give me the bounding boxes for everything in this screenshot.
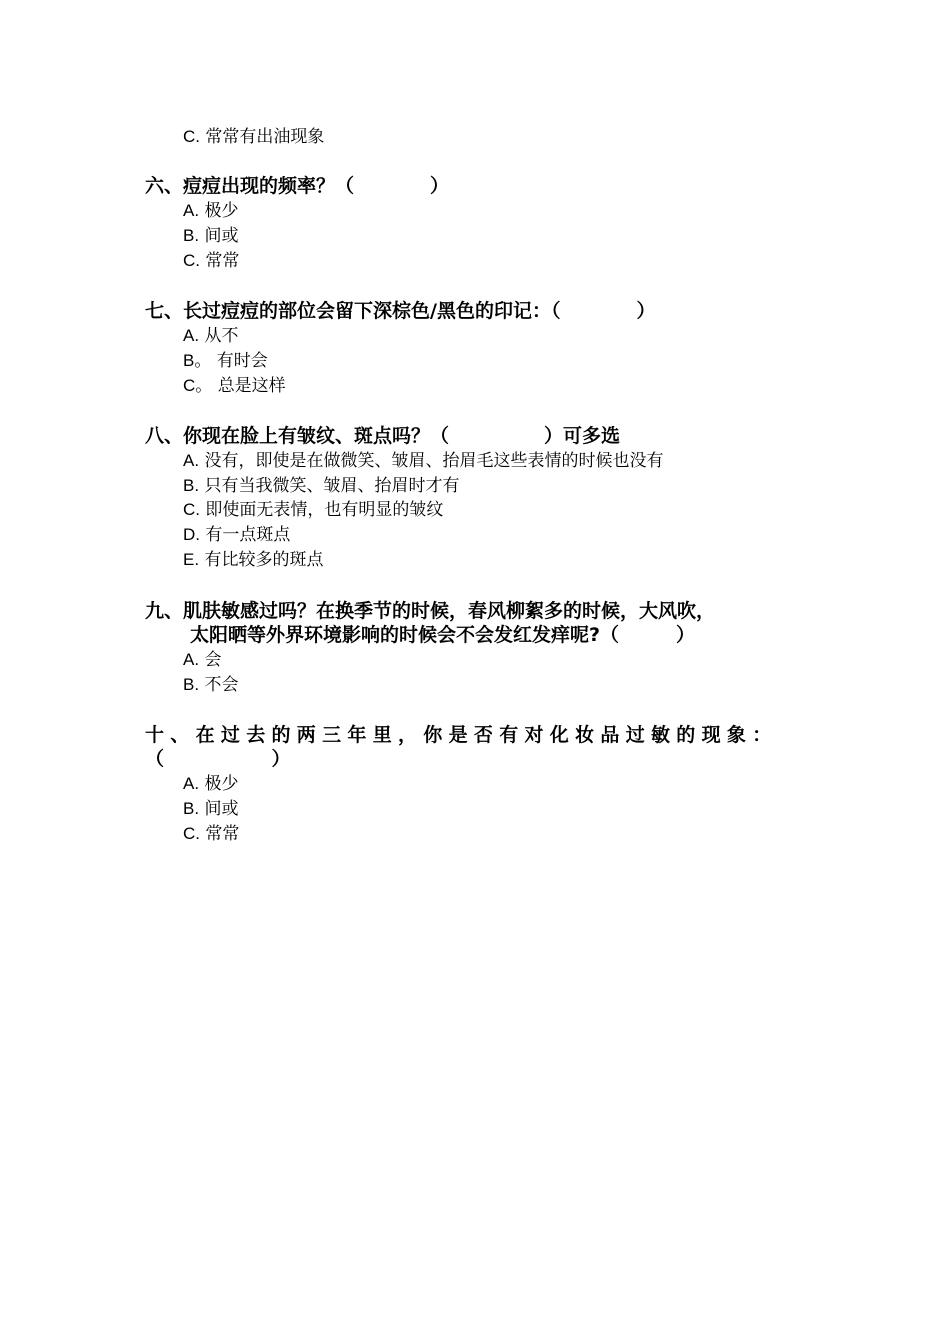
question-10-title: 十、在过去的两三年里，你是否有对化妆品过敏的现象：（ ） — [145, 724, 778, 770]
question-9-title — [145, 599, 715, 647]
question-8-title: 八、你现在脸上有皱纹、斑点吗？（ ）可多选 — [145, 425, 621, 447]
q7-option-a — [183, 325, 238, 347]
option-letter: B. — [183, 226, 200, 245]
option-letter: B. — [183, 799, 200, 818]
option-letter: A. — [183, 326, 200, 345]
q5-option-c — [183, 126, 324, 148]
q10-option-c — [183, 823, 239, 845]
option-text: 没有，即使是在做微笑、皱眉、抬眉毛这些表情的时候也没有 — [204, 451, 664, 471]
question-9-line-2: 太阳晒等外界环境影响的时候会不会发红发痒呢?（ ） — [190, 624, 696, 646]
option-text: 会 — [204, 650, 222, 670]
q8-option-e — [183, 549, 323, 571]
option-letter: A. — [183, 201, 200, 220]
option-text: 只有当我微笑、皱眉、抬眉时才有 — [204, 476, 460, 496]
q10-option-a — [183, 773, 238, 795]
option-text: 总是这样 — [217, 376, 286, 396]
option-letter: B。 — [183, 351, 212, 370]
q7-option-c — [183, 375, 286, 397]
option-text: 有比较多的斑点 — [204, 550, 324, 570]
q9-option-b — [183, 674, 238, 696]
option-text: 极少 — [204, 774, 239, 794]
option-text: 极少 — [204, 201, 239, 221]
option-letter: A. — [183, 774, 200, 793]
option-letter: B. — [183, 476, 200, 495]
option-text: 常常 — [205, 251, 240, 271]
option-letter: C。 — [183, 376, 213, 395]
option-letter: A. — [183, 451, 200, 470]
option-text: 有时会 — [216, 351, 268, 371]
q9-option-a — [183, 649, 221, 671]
option-text: 间或 — [204, 799, 239, 819]
q6-option-c — [183, 250, 239, 272]
option-letter: C. — [183, 824, 200, 843]
q8-option-c — [183, 499, 443, 521]
option-letter: A. — [183, 650, 200, 669]
q8-option-a — [183, 450, 663, 472]
option-letter: B. — [183, 675, 200, 694]
option-text: 间或 — [204, 226, 239, 246]
option-letter: D. — [183, 525, 200, 544]
option-letter: C. — [183, 251, 200, 270]
option-letter: E. — [183, 550, 200, 569]
option-letter: C. — [183, 127, 200, 146]
option-text: 即使面无表情，也有明显的皱纹 — [205, 500, 444, 520]
option-text: 从不 — [204, 326, 239, 346]
option-text: 有一点斑点 — [205, 525, 291, 545]
question-9-line-1: 九、肌肤敏感过吗？在换季节的时候，春风柳絮多的时候，大风吹， — [145, 600, 716, 622]
option-text: 不会 — [204, 675, 239, 695]
option-text: 常常有出油现象 — [205, 127, 325, 147]
q8-option-b — [183, 475, 459, 497]
option-letter: C. — [183, 500, 200, 519]
question-6-title: 六、痘痘出现的频率？（ ） — [145, 175, 450, 197]
q6-option-b — [183, 225, 238, 247]
q7-option-b — [183, 350, 268, 372]
question-7-title: 七、长过痘痘的部位会留下深棕色/黑色的印记：（ ） — [145, 300, 656, 322]
option-text: 常常 — [205, 824, 240, 844]
q10-option-b — [183, 798, 238, 820]
q6-option-a — [183, 200, 238, 222]
q8-option-d — [183, 524, 290, 546]
